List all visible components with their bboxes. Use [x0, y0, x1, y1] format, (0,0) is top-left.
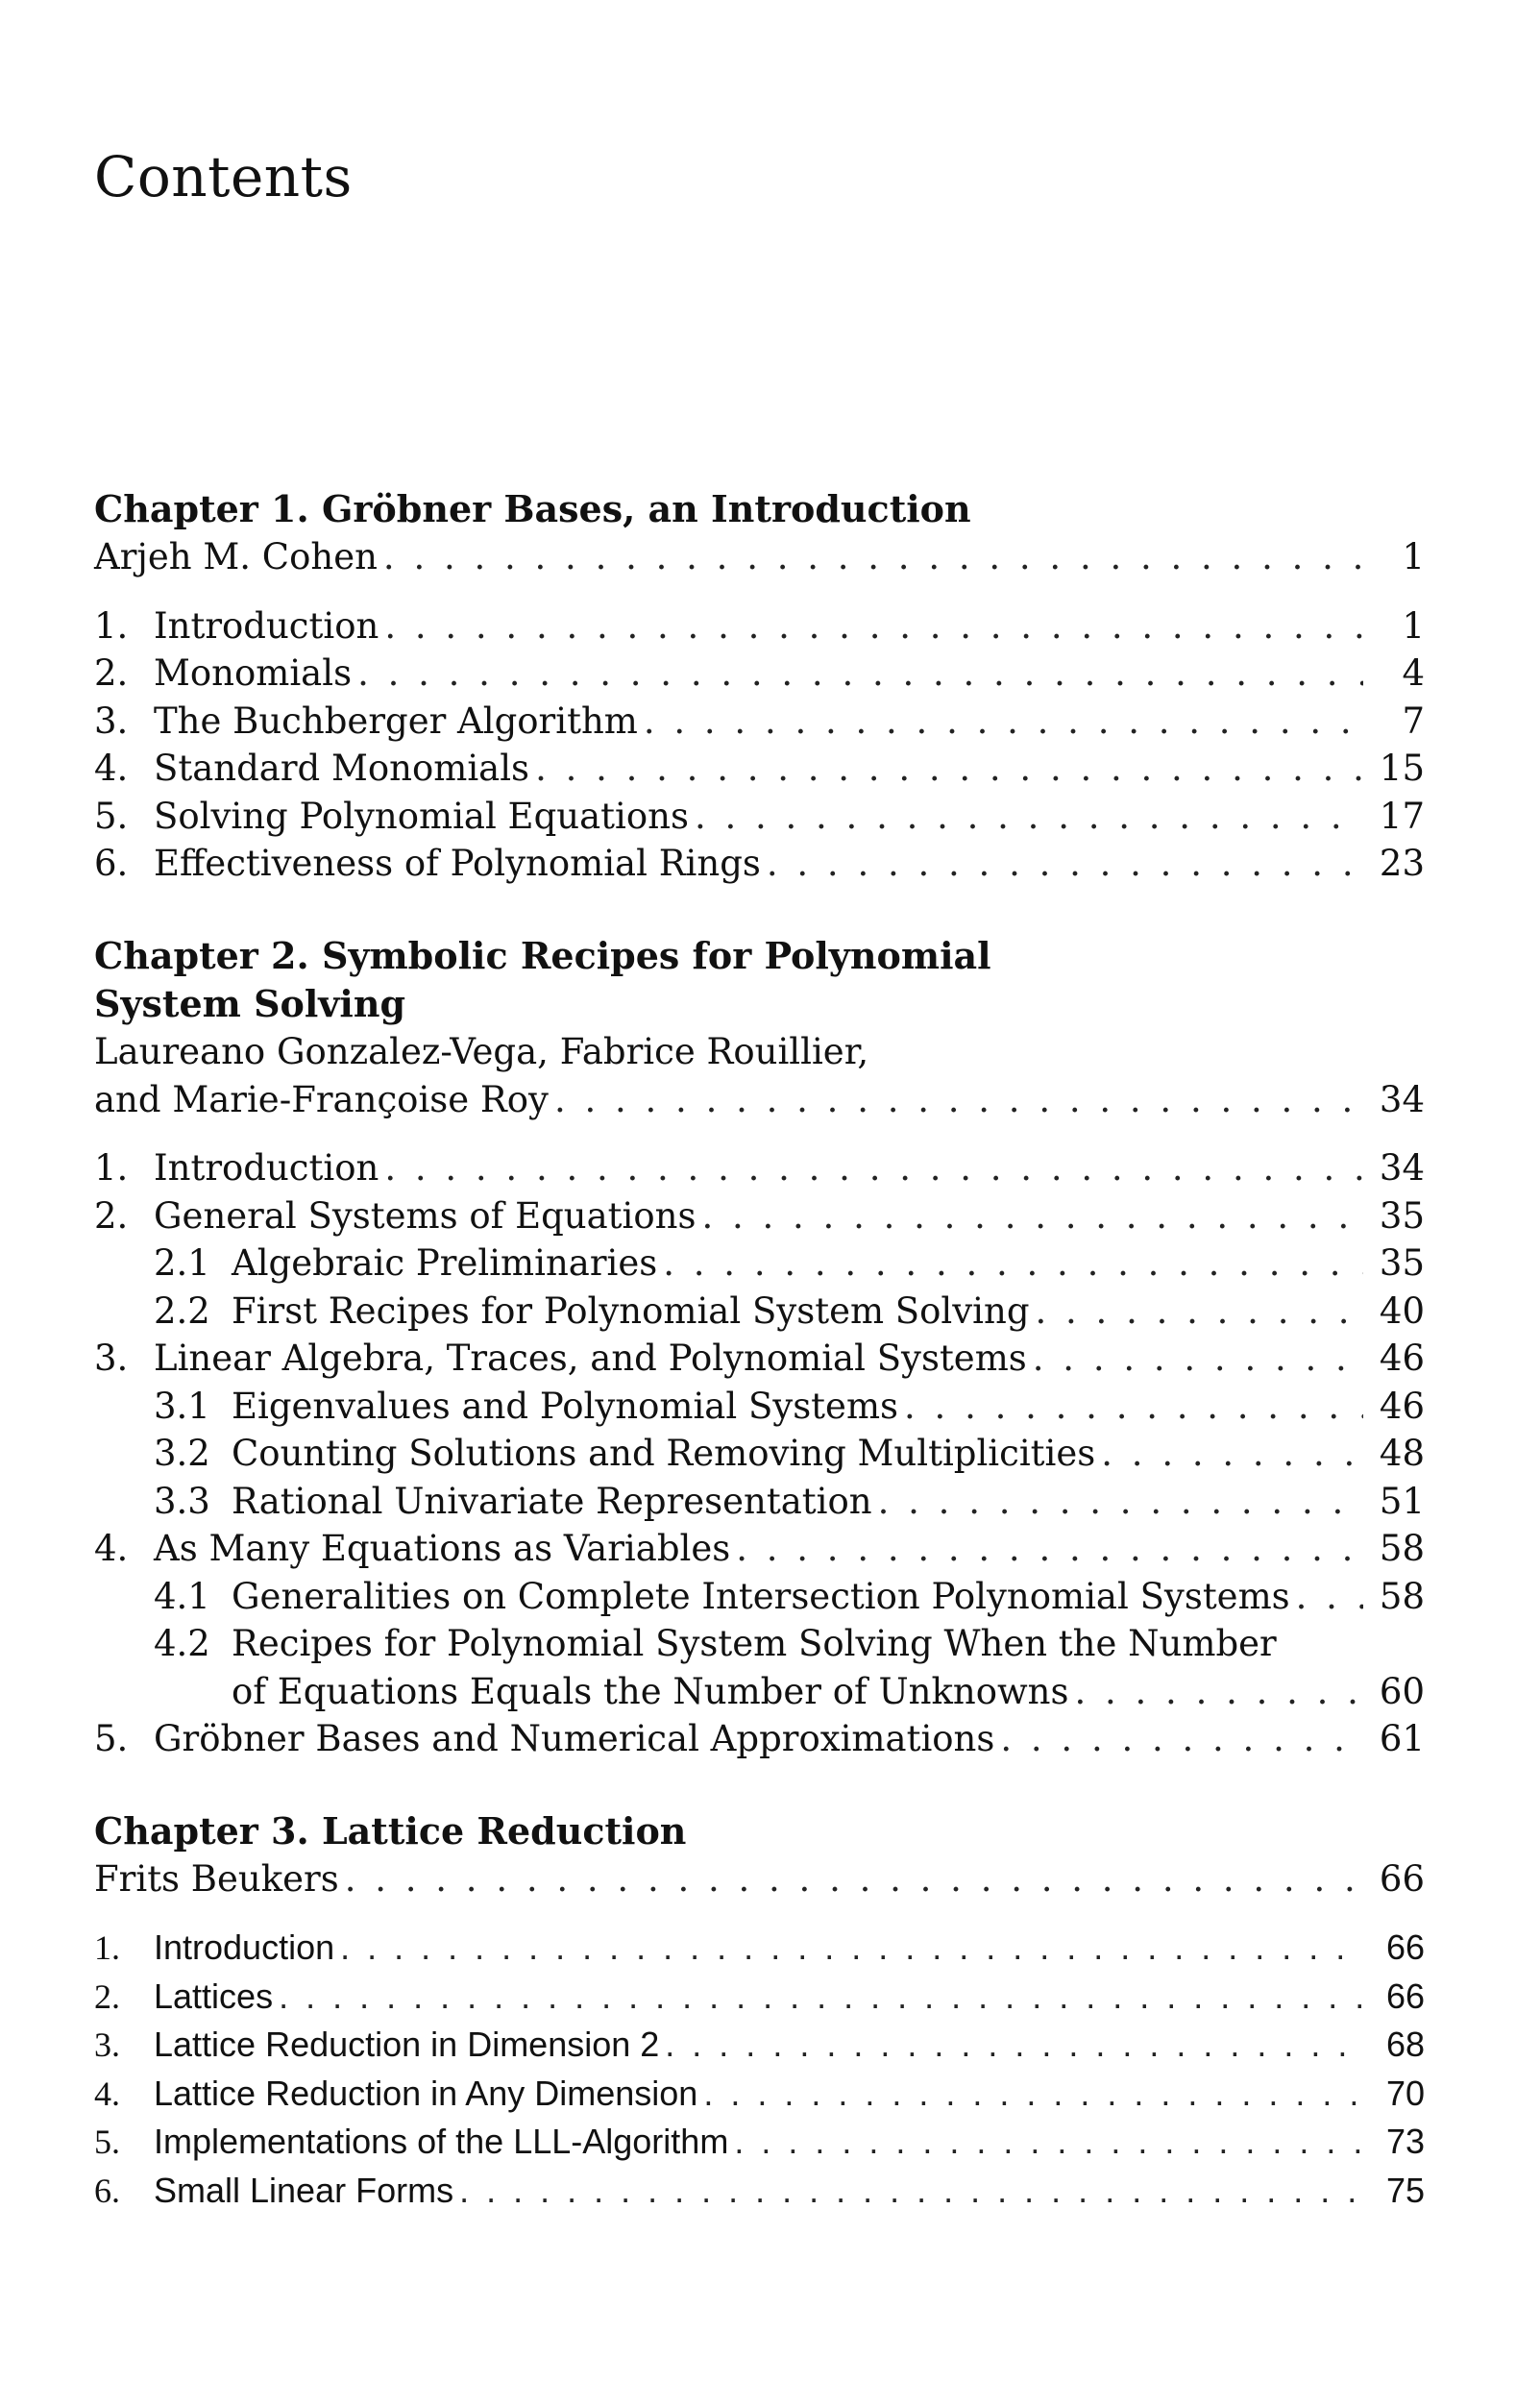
chapter-block [94, 932, 1425, 1763]
dot-leader [357, 650, 1363, 698]
dot-leader [1036, 1288, 1363, 1336]
page-number: 51 [1379, 1480, 1425, 1522]
entry-title: Generalities on Complete Intersection Polynomial Systems [232, 1575, 1290, 1617]
section-number: 4.1 [154, 1575, 210, 1617]
section-number: 1. [94, 604, 129, 647]
section-number: 1. [94, 1147, 129, 1189]
toc-entry[interactable] [94, 650, 1425, 698]
spacer [94, 581, 1425, 602]
toc-entry[interactable] [94, 1144, 1425, 1192]
entry-title: As Many Equations as Variables [154, 1528, 731, 1569]
toc-entry[interactable] [94, 698, 1425, 746]
page-number: 23 [1379, 843, 1425, 884]
entry-title: Implementations of the LLL-Algorithm [154, 2122, 729, 2161]
page-number: 34 [1379, 1078, 1425, 1120]
chapter-author-entry[interactable] [94, 1076, 1425, 1124]
dot-leader [734, 2118, 1363, 2166]
section-number: 3. [94, 700, 129, 742]
page-number: 58 [1379, 1575, 1425, 1617]
section-number: 5. [94, 795, 129, 837]
dot-leader [1033, 1335, 1363, 1383]
entry-title: Recipes for Polynomial System Solving When the Number [232, 1623, 1277, 1664]
page-number: 58 [1379, 1528, 1425, 1569]
chapter-author-entry[interactable] [94, 1855, 1425, 1903]
dot-leader [695, 793, 1363, 841]
entry-title: Small Linear Forms [154, 2170, 454, 2210]
entry-title: Introduction [154, 1927, 335, 1967]
page-number: 40 [1379, 1289, 1425, 1332]
page-number: 7 [1402, 700, 1425, 742]
chapter-heading[interactable]: Chapter 3. Lattice Reduction [94, 1808, 687, 1853]
dot-leader [767, 840, 1363, 888]
toc-entry[interactable] [94, 745, 1425, 793]
entry-title: The Buchberger Algorithm [154, 700, 638, 742]
dot-leader [878, 1478, 1363, 1526]
entry-title: Monomials [154, 652, 353, 694]
section-number: 3. [94, 1338, 129, 1379]
toc-entry[interactable] [94, 1288, 1425, 1336]
page-number: 60 [1379, 1670, 1425, 1712]
section-number: 1. [94, 1928, 120, 1967]
section-number: 4. [94, 748, 129, 789]
dot-leader [701, 1192, 1363, 1240]
dot-leader [703, 2070, 1363, 2118]
toc-entry[interactable] [94, 2070, 1425, 2119]
page-number: 4 [1402, 652, 1425, 694]
toc-entry-continuation[interactable] [94, 1668, 1425, 1716]
page-number: 68 [1385, 2025, 1425, 2064]
entry-title: Solving Polynomial Equations [154, 795, 689, 837]
dot-leader [1074, 1668, 1363, 1716]
section-number: 2.2 [154, 1289, 210, 1332]
dot-leader [644, 698, 1363, 746]
toc-entry[interactable] [94, 1192, 1425, 1240]
section-number: 4.2 [154, 1623, 210, 1664]
spacer [94, 1902, 1425, 1924]
entry-title: Eigenvalues and Polynomial Systems [232, 1385, 899, 1427]
spacer [94, 1123, 1425, 1144]
toc-entry[interactable] [94, 2167, 1425, 2216]
toc-entry[interactable] [94, 2118, 1425, 2167]
toc-entry[interactable] [94, 793, 1425, 841]
toc-entry[interactable] [94, 1430, 1425, 1478]
toc-entry[interactable] [94, 1383, 1425, 1431]
page-number: 34 [1379, 1147, 1425, 1189]
page-number: 66 [1379, 1857, 1425, 1900]
section-number: 3. [94, 2025, 120, 2064]
chapter-block [94, 1807, 1425, 2216]
page-number: 73 [1385, 2122, 1425, 2161]
toc-entry[interactable] [94, 1478, 1425, 1526]
page-number: 70 [1385, 2073, 1425, 2113]
page-number: 61 [1379, 1718, 1425, 1759]
toc-entry[interactable] [94, 2021, 1425, 2070]
toc-entry[interactable] [94, 1620, 1425, 1668]
toc-entry[interactable] [94, 1715, 1425, 1763]
section-number: 2. [94, 1976, 120, 2016]
entry-title: Lattices [154, 1976, 274, 2016]
entry-title: Lattice Reduction in Any Dimension [154, 2073, 698, 2113]
chapter-heading[interactable]: Chapter 1. Gröbner Bases, an Introduction [94, 487, 971, 530]
section-number: 2. [94, 1194, 129, 1237]
page-number: 15 [1379, 748, 1425, 789]
section-number: 6. [94, 2171, 120, 2210]
section-number: 3.3 [154, 1480, 210, 1522]
dot-leader [904, 1383, 1363, 1431]
dot-leader [459, 2167, 1363, 2215]
chapter-heading[interactable]: System Solving [94, 981, 406, 1025]
toc-entry[interactable] [94, 840, 1425, 888]
dot-leader [1000, 1715, 1363, 1763]
toc-entry[interactable] [94, 1973, 1425, 2022]
page-number: 1 [1402, 536, 1425, 577]
toc-entry[interactable] [94, 1924, 1425, 1973]
page-number: 35 [1379, 1194, 1425, 1237]
section-number: 4. [94, 2074, 120, 2113]
entry-title: Standard Monomials [154, 748, 530, 789]
page-number: 66 [1385, 1927, 1425, 1967]
table-of-contents [94, 485, 1425, 2259]
dot-leader [663, 1240, 1363, 1288]
toc-entry[interactable] [94, 1335, 1425, 1383]
entry-title: Rational Univariate Representation [232, 1480, 872, 1522]
section-number: 5. [94, 1718, 129, 1759]
page-number: 1 [1402, 604, 1425, 647]
entry-title: Gröbner Bases and Numerical Approximations [154, 1718, 995, 1759]
entry-title: Algebraic Preliminaries [232, 1242, 658, 1284]
dot-leader [535, 745, 1363, 793]
chapter-author: Arjeh M. Cohen [94, 536, 378, 577]
toc-entry[interactable] [94, 1525, 1425, 1573]
page-title: Contents [94, 144, 353, 209]
entry-title: of Equations Equals the Number of Unknowns [232, 1670, 1069, 1712]
section-number: 4. [94, 1528, 129, 1569]
entry-title: Linear Algebra, Traces, and Polynomial Systems [154, 1338, 1027, 1379]
page-number: 48 [1379, 1433, 1425, 1474]
entry-title: Counting Solutions and Removing Multiplicities [232, 1433, 1096, 1474]
entry-title: Lattice Reduction in Dimension 2 [154, 2025, 660, 2064]
chapter-author: and Marie-Françoise Roy [94, 1078, 549, 1120]
dot-leader [554, 1076, 1363, 1124]
page-number: 17 [1379, 795, 1425, 837]
chapter-author: Laureano Gonzalez-Vega, Fabrice Rouillier, [94, 1030, 869, 1072]
dot-leader [345, 1855, 1363, 1903]
section-number: 6. [94, 843, 129, 884]
toc-entry[interactable] [94, 1573, 1425, 1621]
chapter-author-entry[interactable] [94, 533, 1425, 581]
toc-entry[interactable] [94, 602, 1425, 650]
dot-leader [384, 1144, 1363, 1192]
chapter-heading[interactable]: Chapter 2. Symbolic Recipes for Polynomial [94, 933, 991, 977]
dot-leader [665, 2021, 1363, 2069]
page-number: 35 [1379, 1242, 1425, 1284]
section-number: 5. [94, 2123, 120, 2161]
page-number: 75 [1385, 2170, 1425, 2210]
toc-entry[interactable] [94, 1240, 1425, 1288]
page-number: 46 [1379, 1385, 1425, 1427]
entry-title: Effectiveness of Polynomial Rings [154, 843, 761, 884]
dot-leader [736, 1525, 1363, 1573]
page-number: 66 [1385, 1976, 1425, 2016]
dot-leader [384, 602, 1363, 650]
entry-title: First Recipes for Polynomial System Solving [232, 1289, 1030, 1332]
dot-leader [1296, 1573, 1363, 1621]
dot-leader [279, 1973, 1363, 2021]
section-number: 3.2 [154, 1433, 210, 1474]
section-number: 3.1 [154, 1385, 210, 1427]
entry-title: General Systems of Equations [154, 1194, 697, 1237]
dot-leader [1101, 1430, 1363, 1478]
dot-leader [340, 1924, 1363, 1972]
page-number: 46 [1379, 1338, 1425, 1379]
entry-title: Introduction [154, 604, 379, 647]
entry-title: Introduction [154, 1147, 379, 1189]
section-number: 2.1 [154, 1242, 210, 1284]
dot-leader [383, 533, 1363, 581]
section-number: 2. [94, 652, 129, 694]
chapter-author: Frits Beukers [94, 1857, 339, 1900]
chapter-block [94, 485, 1425, 888]
